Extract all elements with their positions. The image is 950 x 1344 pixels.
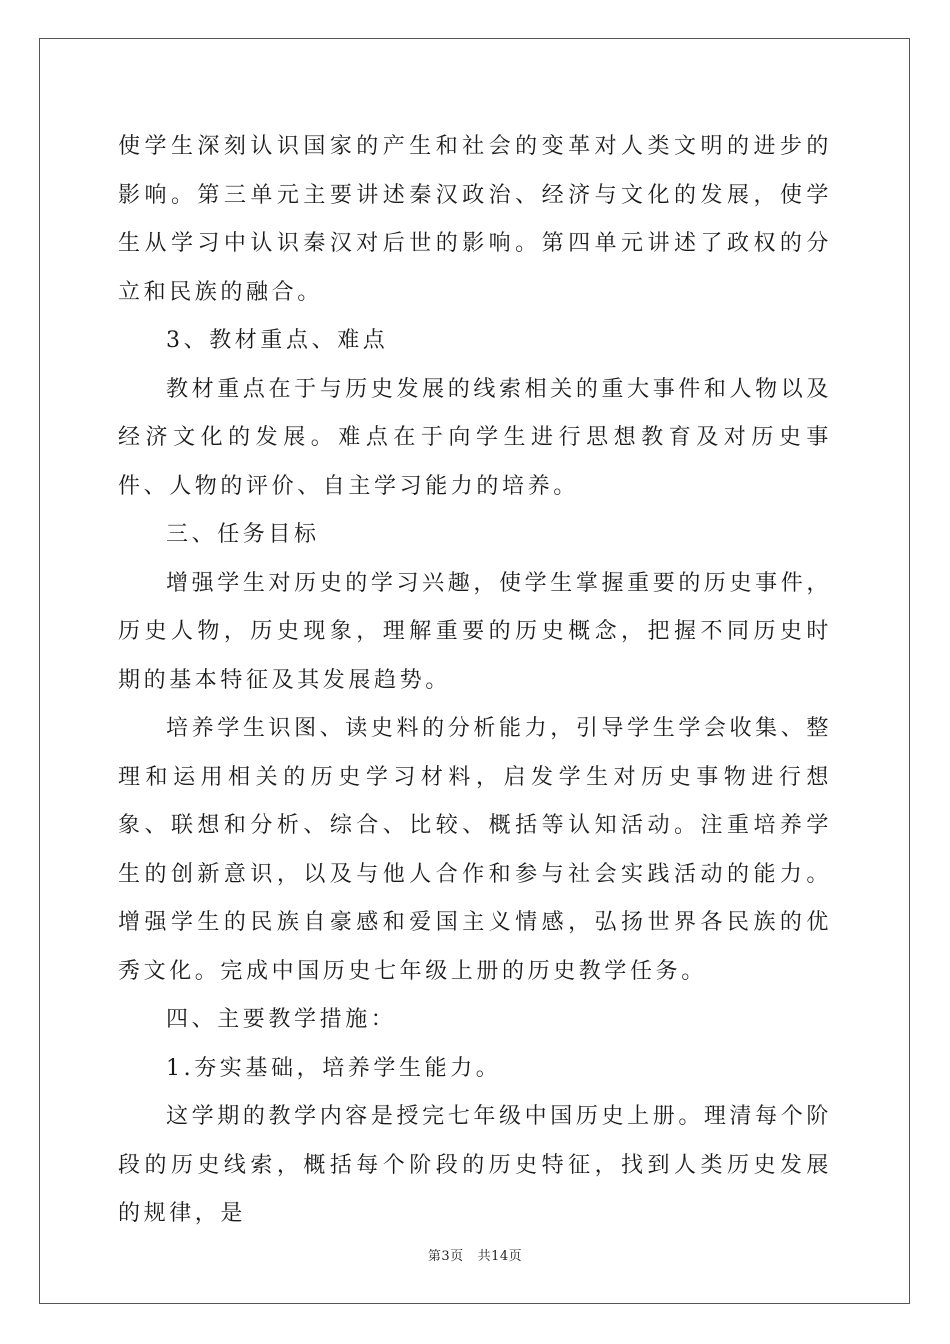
- paragraph-1: 使学生深刻认识国家的产生和社会的变革对人类文明的进步的影响。第三单元主要讲述秦汉政治、经济与文化的发展，使学生从学习中认识秦汉对后世的影响。第四单元讲述了政权的分立和民族的融合。: [118, 134, 832, 305]
- subheading-foundation: 1.夯实基础，培养学生能力。: [166, 1055, 502, 1081]
- page-number-total: 共14页: [477, 1249, 523, 1264]
- page-footer: [0, 1245, 950, 1264]
- paragraph-objectives-1: 增强学生对历史的学习兴趣，使学生掌握重要的历史事件，历史人物，历史现象，理解重要的历史概念，把握不同历史时期的基本特征及其发展趋势。: [118, 570, 832, 693]
- document-body: [118, 123, 832, 1239]
- paragraph-objectives-2: 培养学生识图、读史料的分析能力，引导学生学会收集、整理和运用相关的历史学习材料，启发学生对历史事物进行想象、联想和分析、综合、比较、概括等认知活动。注重培养学生的创新意识，以及与他人合作和参与社会实践活动的能力。增强学生的民族自豪感和爱国主义情感，弘扬世界各民族的优秀文化。完成中国历史七年级上册的历史教学任务。: [118, 716, 832, 984]
- paragraph-foundation: 这学期的教学内容是授完七年级中国历史上册。理清每个阶段的历史线索，概括每个阶段的历史特征，找到人类历史发展的规律，是: [118, 1104, 832, 1226]
- section-heading-measures: 四、主要教学措施：: [166, 1007, 397, 1032]
- section-heading-objectives: 三、任务目标: [166, 522, 320, 547]
- section-heading-key-points: 3、教材重点、难点: [166, 328, 389, 353]
- page-number-current: 第3页: [427, 1249, 464, 1264]
- paragraph-key-points: 教材重点在于与历史发展的线索相关的重大事件和人物以及经济文化的发展。难点在于向学生进行思想教育及对历史事件、人物的评价、自主学习能力的培养。: [118, 376, 832, 499]
